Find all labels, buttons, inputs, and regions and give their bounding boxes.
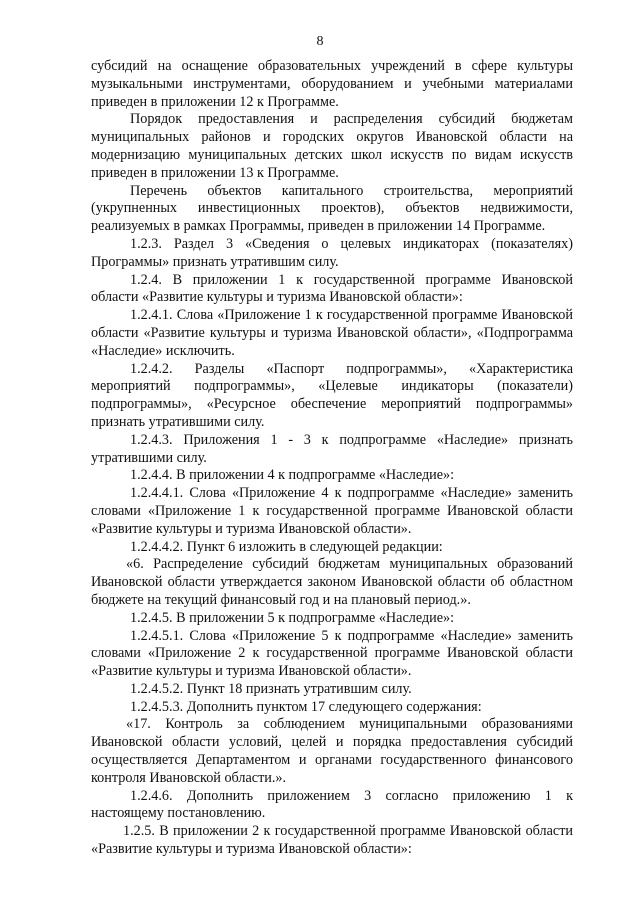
- clause-1-2-4-4-1: 1.2.4.4.1. Слова «Приложение 4 к подпрограмме «Наследие» заменить словами «Приложение 1 к государственной программе Ивановской области «Развитие культуры и туризма Ивановской области».: [91, 485, 573, 537]
- clause-1-2-4: 1.2.4. В приложении 1 к государственной программе Ивановской области «Развитие культуры и туризма Ивановской области»:: [91, 271, 573, 306]
- paragraph-objects-list: Перечень объектов капитального строительства, мероприятий (укрупненных инвестиционных проектов), объектов недвижимости, реализуемых в рамках Программы, приведен в приложении 14 Программе.: [91, 182, 573, 235]
- clause-1-2-4-6: 1.2.4.6. Дополнить приложением 3 согласно приложению 1 к настоящему постановлению.: [91, 787, 573, 822]
- clause-1-2-4-5-3: 1.2.4.5.3. Дополнить пунктом 17 следующего содержания:: [130, 698, 482, 715]
- clause-1-2-4-4-2: 1.2.4.4.2. Пункт 6 изложить в следующей редакции:: [130, 538, 443, 555]
- clause-1-2-4-3: 1.2.4.3. Приложения 1 - 3 к подпрограмме «Наследие» признать утратившими силу.: [91, 431, 573, 466]
- clause-1-2-3: 1.2.3. Раздел 3 «Сведения о целевых индикаторах (показателях) Программы» признать утратившим силу.: [91, 235, 573, 270]
- document-body: [91, 58, 573, 859]
- quoted-item-6: «6. Распределение субсидий бюджетам муниципальных образований Ивановской области утверждается законом Ивановской области об областном бюджете на текущий финансовый год и на плановый период.».: [91, 556, 573, 608]
- quoted-item-17: «17. Контроль за соблюдением муниципальными образованиями Ивановской области условий, целей и порядка предоставления субсидий осуществляется Департаментом и органами государственного финансового контроля Ивановской области.».: [91, 716, 573, 786]
- clause-1-2-4-4: 1.2.4.4. В приложении 4 к подпрограмме «Наследие»:: [130, 467, 455, 484]
- clause-1-2-4-5: 1.2.4.5. В приложении 5 к подпрограмме «Наследие»:: [130, 609, 455, 626]
- paragraph-procedure-schools: Порядок предоставления и распределения субсидий бюджетам муниципальных районов и городских округов Ивановской области на модернизацию муниципальных детских школ искусств по видам искусств приведен в приложении 13 к Программе.: [91, 111, 573, 181]
- clause-1-2-5: 1.2.5. В приложении 2 к государственной программе Ивановской области «Развитие культуры и туризма Ивановской области»:: [91, 823, 573, 858]
- page-number: 8: [316, 34, 324, 49]
- clause-1-2-4-2: 1.2.4.2. Разделы «Паспорт подпрограммы», «Характеристика мероприятий подпрограммы», «Целевые индикаторы (показатели) подпрограммы», «Ресурсное обеспечение мероприятий подпрограммы» признать утратившими силу.: [91, 360, 573, 430]
- paragraph-continuation: субсидий на оснащение образовательных учреждений в сфере культуры музыкальными инструментами, оборудованием и учебными материалами приведен в приложении 12 к Программе.: [91, 58, 573, 110]
- clause-1-2-4-5-1: 1.2.4.5.1. Слова «Приложение 5 к подпрограмме «Наследие» заменить словами «Приложение 2 к государственной программе Ивановской области «Развитие культуры и туризма Ивановской области».: [91, 627, 573, 680]
- clause-1-2-4-1: 1.2.4.1. Слова «Приложение 1 к государственной программе Ивановской области «Развитие культуры и туризма Ивановской области», «Подпрограмма «Наследие» исключить.: [91, 307, 573, 359]
- clause-1-2-4-5-2: 1.2.4.5.2. Пункт 18 признать утратившим силу.: [130, 680, 412, 697]
